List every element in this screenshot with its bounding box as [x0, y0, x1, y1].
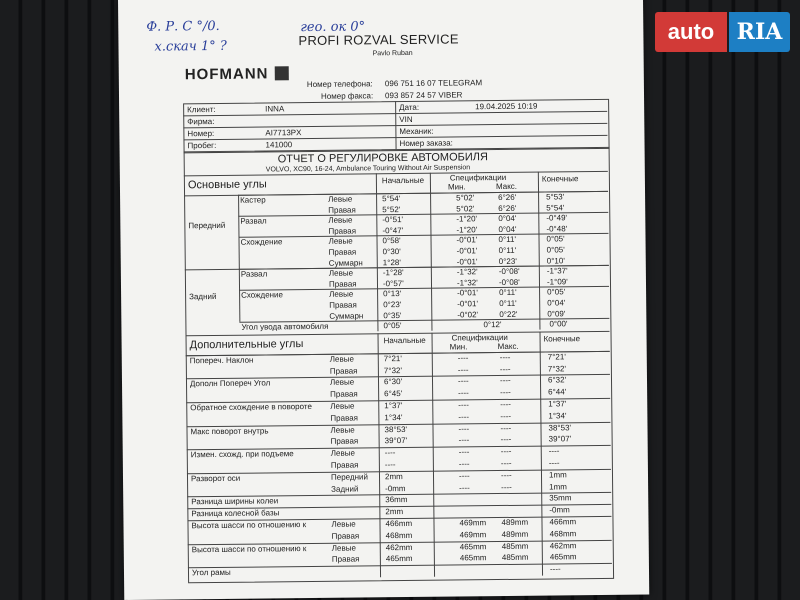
main-side-cell: Правая	[328, 226, 357, 236]
extra-fin-cell: ----	[549, 564, 561, 574]
extra-side-cell: Правая	[331, 531, 360, 541]
logo-auto-text: auto	[655, 12, 727, 52]
thrust-angle-initial: 0°05'	[383, 321, 402, 331]
fax-value: 093 857 24 57 VIBER	[384, 90, 463, 101]
order-number-label: Номер заказа:	[399, 138, 453, 149]
main-max-cell: 0°11'	[498, 235, 517, 245]
extra-max-cell: ----	[499, 376, 511, 386]
handwritten-note-2: х.скач 1° ?	[154, 38, 227, 55]
extra-fin-cell: 38°53'	[548, 422, 572, 433]
main-init-cell: 0°35'	[383, 310, 402, 320]
main-min-cell: -1°20'	[456, 214, 478, 224]
extra-max-cell: ----	[500, 447, 512, 457]
main-min-cell: -0°01'	[457, 299, 478, 309]
main-init-cell: -1°28'	[382, 268, 404, 278]
main-side-cell: Правая	[328, 279, 357, 289]
main-side-cell: Левые	[328, 194, 353, 204]
extra-max-cell: ----	[501, 482, 512, 492]
extra-min-cell: ----	[458, 400, 469, 410]
col-final-header: Конечные	[543, 333, 581, 344]
main-fin-cell: 0°10'	[546, 255, 565, 266]
extra-init-cell: 39°07'	[384, 436, 408, 446]
extra-fin-cell: 1°37'	[548, 399, 567, 409]
extra-init-cell: 1°37'	[384, 401, 403, 411]
extra-max-cell: ----	[500, 399, 511, 410]
extra-label-cell: Разворот оси	[190, 473, 241, 484]
extra-side-cell: Задний	[331, 484, 359, 494]
main-max-cell: 0°11'	[499, 298, 517, 309]
extra-min-cell: 465mm	[459, 553, 487, 563]
main-label-cell: Развал	[240, 269, 268, 279]
thrust-angle-final: 0°00'	[549, 319, 568, 329]
extra-init-cell: 7°21'	[383, 353, 402, 364]
extra-side-cell: Левые	[330, 425, 355, 435]
extra-max-cell: 489mm	[501, 529, 529, 539]
extra-fin-cell: 35mm	[549, 493, 572, 503]
extra-side-cell: Левые	[331, 543, 356, 553]
main-init-cell: 0°30'	[382, 247, 401, 257]
extra-max-cell: ----	[500, 423, 512, 433]
extra-min-cell: 469mm	[459, 518, 487, 528]
extra-label-cell: Попереч. Наклон	[189, 355, 254, 366]
main-init-cell: 5°52'	[382, 204, 401, 214]
extra-label-cell: Обратное схождение в повороте	[190, 401, 312, 413]
main-label-cell: Схождение	[241, 290, 284, 301]
extra-side-cell: Правая	[330, 460, 359, 470]
extra-max-cell: 485mm	[501, 541, 529, 551]
main-min-cell: -0°01'	[456, 256, 478, 267]
mileage-value: 141000	[265, 140, 293, 150]
main-min-cell: 5°02'	[456, 203, 475, 214]
extra-side-cell: Правая	[330, 436, 359, 447]
extra-min-cell: ----	[459, 482, 470, 493]
extra-side-cell: Левые	[329, 354, 354, 364]
extra-label-cell: Высота шасси по отношению к	[191, 520, 307, 531]
extra-min-cell: ----	[458, 423, 470, 434]
main-angles-title: Основные углы	[187, 178, 267, 192]
extra-init-cell: 465mm	[385, 554, 413, 564]
number-value: AI7713PX	[265, 128, 302, 138]
col-min-header: Мин.	[447, 182, 466, 192]
main-init-cell: 5°54'	[382, 194, 401, 204]
main-fin-cell: -0°49'	[546, 213, 568, 223]
extra-min-cell: 465mm	[459, 541, 487, 552]
extra-fin-cell: ----	[548, 446, 560, 456]
extra-fin-cell: 7°21'	[547, 352, 566, 362]
hofmann-logo-mark	[275, 66, 289, 80]
main-side-cell: Левые	[329, 289, 354, 300]
extra-max-cell: ----	[499, 364, 511, 374]
extra-min-cell: ----	[457, 353, 469, 363]
phone-label: Номер телефона:	[306, 79, 373, 90]
number-label: Номер:	[187, 128, 215, 139]
extra-init-cell: 7°32'	[383, 365, 403, 375]
col-initial-header: Начальные	[381, 175, 425, 186]
extra-side-cell: Правая	[330, 389, 358, 399]
main-max-cell: 0°22'	[499, 309, 518, 319]
extra-min-cell: ----	[458, 412, 470, 422]
extra-label-cell: Разница колесной базы	[191, 508, 280, 519]
date-label: Дата:	[399, 102, 420, 113]
main-init-cell: 1°28'	[382, 257, 401, 267]
extra-init-cell: 38°53'	[384, 424, 408, 434]
main-side-cell: Суммарн	[328, 258, 363, 268]
thrust-angle-label: Угол увода автомобиля	[241, 322, 329, 332]
main-init-cell: 0°13'	[383, 289, 402, 299]
extra-fin-cell: 1mm	[549, 481, 567, 492]
main-init-cell: 0°58'	[382, 236, 401, 246]
main-init-cell: 0°23'	[383, 300, 402, 310]
extra-fin-cell: 7°32'	[547, 363, 567, 374]
extra-max-cell: ----	[500, 388, 511, 398]
extra-init-cell: -0mm	[385, 483, 406, 493]
extra-label-cell: Измен. схожд. при подъеме	[190, 449, 294, 460]
main-fin-cell: 0°05'	[546, 245, 565, 255]
extra-min-cell: ----	[458, 471, 470, 481]
main-min-cell: 5°02'	[456, 193, 475, 203]
vehicle-description: VOLVO, XC90, 16-24, Ambulance Touring Without Air Suspension	[265, 164, 471, 174]
extra-fin-cell: ----	[548, 458, 560, 468]
main-side-cell: Правая	[328, 205, 356, 215]
shop-title: PROFI ROZVAL SERVICE	[298, 31, 459, 49]
extra-min-cell: ----	[457, 376, 469, 386]
rear-axle-label: Задний	[189, 291, 217, 302]
main-side-cell: Суммарн	[329, 311, 364, 321]
extra-init-cell: 6°45'	[384, 389, 403, 399]
main-min-cell: -1°32'	[456, 278, 478, 288]
extra-min-cell: ----	[458, 459, 470, 469]
main-label-cell: Кастер	[240, 195, 266, 205]
column-divider	[376, 173, 377, 193]
fax-label: Номер факса:	[320, 91, 374, 101]
main-side-cell: Правая	[328, 247, 357, 257]
col-max-header: Макс.	[495, 181, 518, 192]
col-final-header: Конечные	[541, 174, 579, 184]
extra-side-cell: Правая	[330, 413, 359, 423]
extra-init-cell: 468mm	[385, 530, 413, 541]
extra-side-cell: Передний	[330, 472, 369, 482]
extra-label-cell: Высота шасси по отношению к	[191, 543, 307, 554]
extra-max-cell: 485mm	[501, 553, 529, 563]
col-spec-header: Спецификации	[451, 332, 508, 343]
extra-fin-cell: 39°07'	[548, 434, 572, 444]
date-value: 19.04.2025 10:19	[475, 101, 538, 112]
extra-fin-cell: 1°34'	[548, 411, 567, 421]
extra-max-cell: ----	[500, 458, 512, 469]
main-init-cell: -0°47'	[382, 225, 404, 236]
extra-max-cell: ----	[500, 411, 512, 421]
main-max-cell: 0°04'	[498, 224, 517, 234]
column-divider	[430, 173, 431, 193]
hofmann-logo: HOFMANN	[184, 65, 269, 84]
extra-fin-cell: -0mm	[549, 505, 570, 515]
column-divider	[378, 333, 379, 353]
main-min-cell: -0°01'	[456, 246, 478, 256]
main-min-cell: -1°20'	[456, 225, 478, 235]
main-fin-cell: 5°54'	[546, 202, 565, 213]
extra-fin-cell: 6°32'	[547, 375, 567, 385]
client-value: INNA	[265, 104, 285, 114]
main-side-cell: Левые	[328, 268, 354, 278]
extra-init-cell: ----	[384, 448, 396, 458]
extra-max-cell: ----	[500, 470, 512, 480]
extra-fin-cell: 462mm	[549, 540, 577, 551]
extra-fin-cell: 465mm	[549, 552, 577, 562]
extra-fin-cell: 466mm	[549, 517, 577, 527]
main-min-cell: -1°32'	[456, 267, 478, 277]
extra-init-cell: ----	[384, 460, 396, 470]
extra-side-cell: Левые	[331, 519, 356, 529]
extra-max-cell: ----	[500, 435, 512, 445]
extra-fin-cell: 468mm	[549, 529, 577, 539]
extra-label-cell: Угол рамы	[191, 568, 231, 578]
extra-min-cell: 469mm	[459, 529, 487, 540]
extra-min-cell: ----	[458, 435, 470, 445]
extra-fin-cell: 1mm	[548, 470, 567, 480]
extra-init-cell: 2mm	[384, 471, 403, 482]
main-fin-cell: 5°53'	[546, 192, 565, 202]
main-max-cell: -0°08'	[498, 266, 520, 277]
main-min-cell: -0°02'	[457, 309, 479, 320]
main-side-cell: Левые	[328, 215, 353, 225]
col-max-header: Макс.	[497, 341, 519, 351]
extra-init-cell: 462mm	[385, 542, 413, 552]
main-max-cell: 6°26'	[498, 203, 517, 213]
mechanic-label: Механик:	[399, 126, 434, 137]
main-side-cell: Правая	[329, 300, 357, 310]
extra-min-cell: ----	[458, 447, 470, 457]
main-min-cell: -0°01'	[456, 235, 478, 245]
main-fin-cell: 0°09'	[547, 308, 566, 319]
extra-side-cell: Левые	[330, 448, 355, 458]
alignment-report-sheet	[118, 0, 649, 600]
extra-init-cell: 466mm	[385, 518, 413, 529]
col-min-header: Мин.	[449, 342, 468, 352]
main-max-cell: 0°11'	[498, 245, 517, 256]
extra-angles-title: Дополнительные углы	[189, 337, 304, 352]
main-max-cell: -0°08'	[498, 277, 520, 287]
main-fin-cell: -1°09'	[546, 277, 568, 287]
extra-init-cell: 36mm	[385, 495, 408, 505]
extra-init-cell: 1°34'	[384, 412, 403, 423]
handwritten-note-3: гео. ок 0°	[300, 19, 366, 36]
extra-label-cell: Макс поворот внутрь	[190, 426, 269, 436]
extra-max-cell: 489mm	[501, 517, 529, 528]
extra-side-cell: Левые	[330, 401, 355, 411]
main-label-cell: Схождение	[240, 237, 283, 248]
auto-ria-logo	[655, 12, 790, 52]
main-side-cell: Левые	[328, 236, 353, 247]
extra-min-cell: ----	[457, 364, 469, 375]
client-label: Клиент:	[187, 104, 216, 115]
main-init-cell: -0°51'	[382, 215, 404, 225]
column-divider	[431, 333, 432, 353]
column-divider	[539, 331, 540, 351]
logo-ria-text: RIA	[729, 12, 790, 52]
main-fin-cell: -1°37'	[546, 266, 568, 276]
handwritten-note-1: Ф. Р. С °/0.	[146, 18, 220, 35]
main-fin-cell: 0°05'	[547, 287, 566, 297]
main-min-cell: -0°01'	[457, 288, 478, 298]
extra-min-cell: ----	[458, 388, 469, 398]
extra-label-cell: Дополн Попереч Угол	[189, 378, 271, 389]
firm-label: Фирма:	[187, 116, 215, 127]
main-fin-cell: -0°48'	[546, 224, 568, 234]
thrust-angle-spec: 0°12'	[483, 320, 502, 330]
extra-max-cell: ----	[499, 352, 511, 362]
column-divider	[538, 172, 539, 192]
extra-side-cell: Левые	[329, 377, 355, 388]
main-max-cell: 0°23'	[498, 256, 517, 266]
mileage-label: Пробег:	[187, 140, 217, 151]
extra-init-cell: 6°30'	[383, 377, 403, 387]
phone-value: 096 751 16 07 TELEGRAM	[384, 78, 483, 89]
main-max-cell: 0°04'	[498, 214, 517, 224]
extra-label-cell: Разница ширины колеи	[191, 496, 279, 507]
extra-fin-cell: 6°44'	[548, 387, 567, 397]
main-max-cell: 6°26'	[498, 192, 517, 203]
main-fin-cell: 0°05'	[546, 234, 565, 244]
extra-init-cell: 2mm	[385, 507, 404, 517]
main-max-cell: 0°11'	[499, 288, 517, 298]
shop-owner: Pavlo Ruban	[372, 49, 413, 58]
main-fin-cell: 0°04'	[547, 298, 566, 308]
front-axle-label: Передний	[188, 220, 226, 231]
main-label-cell: Развал	[240, 216, 267, 226]
vin-label: VIN	[399, 114, 413, 125]
col-initial-header: Начальные	[383, 335, 426, 346]
report-title: ОТЧЕТ О РЕГУЛИРОВКЕ АВТОМОБИЛЯ	[277, 151, 488, 166]
extra-side-cell: Правая	[331, 554, 360, 565]
main-init-cell: -0°57'	[382, 278, 404, 289]
extra-side-cell: Правая	[329, 366, 358, 376]
col-spec-header: Спецификации	[449, 172, 507, 183]
